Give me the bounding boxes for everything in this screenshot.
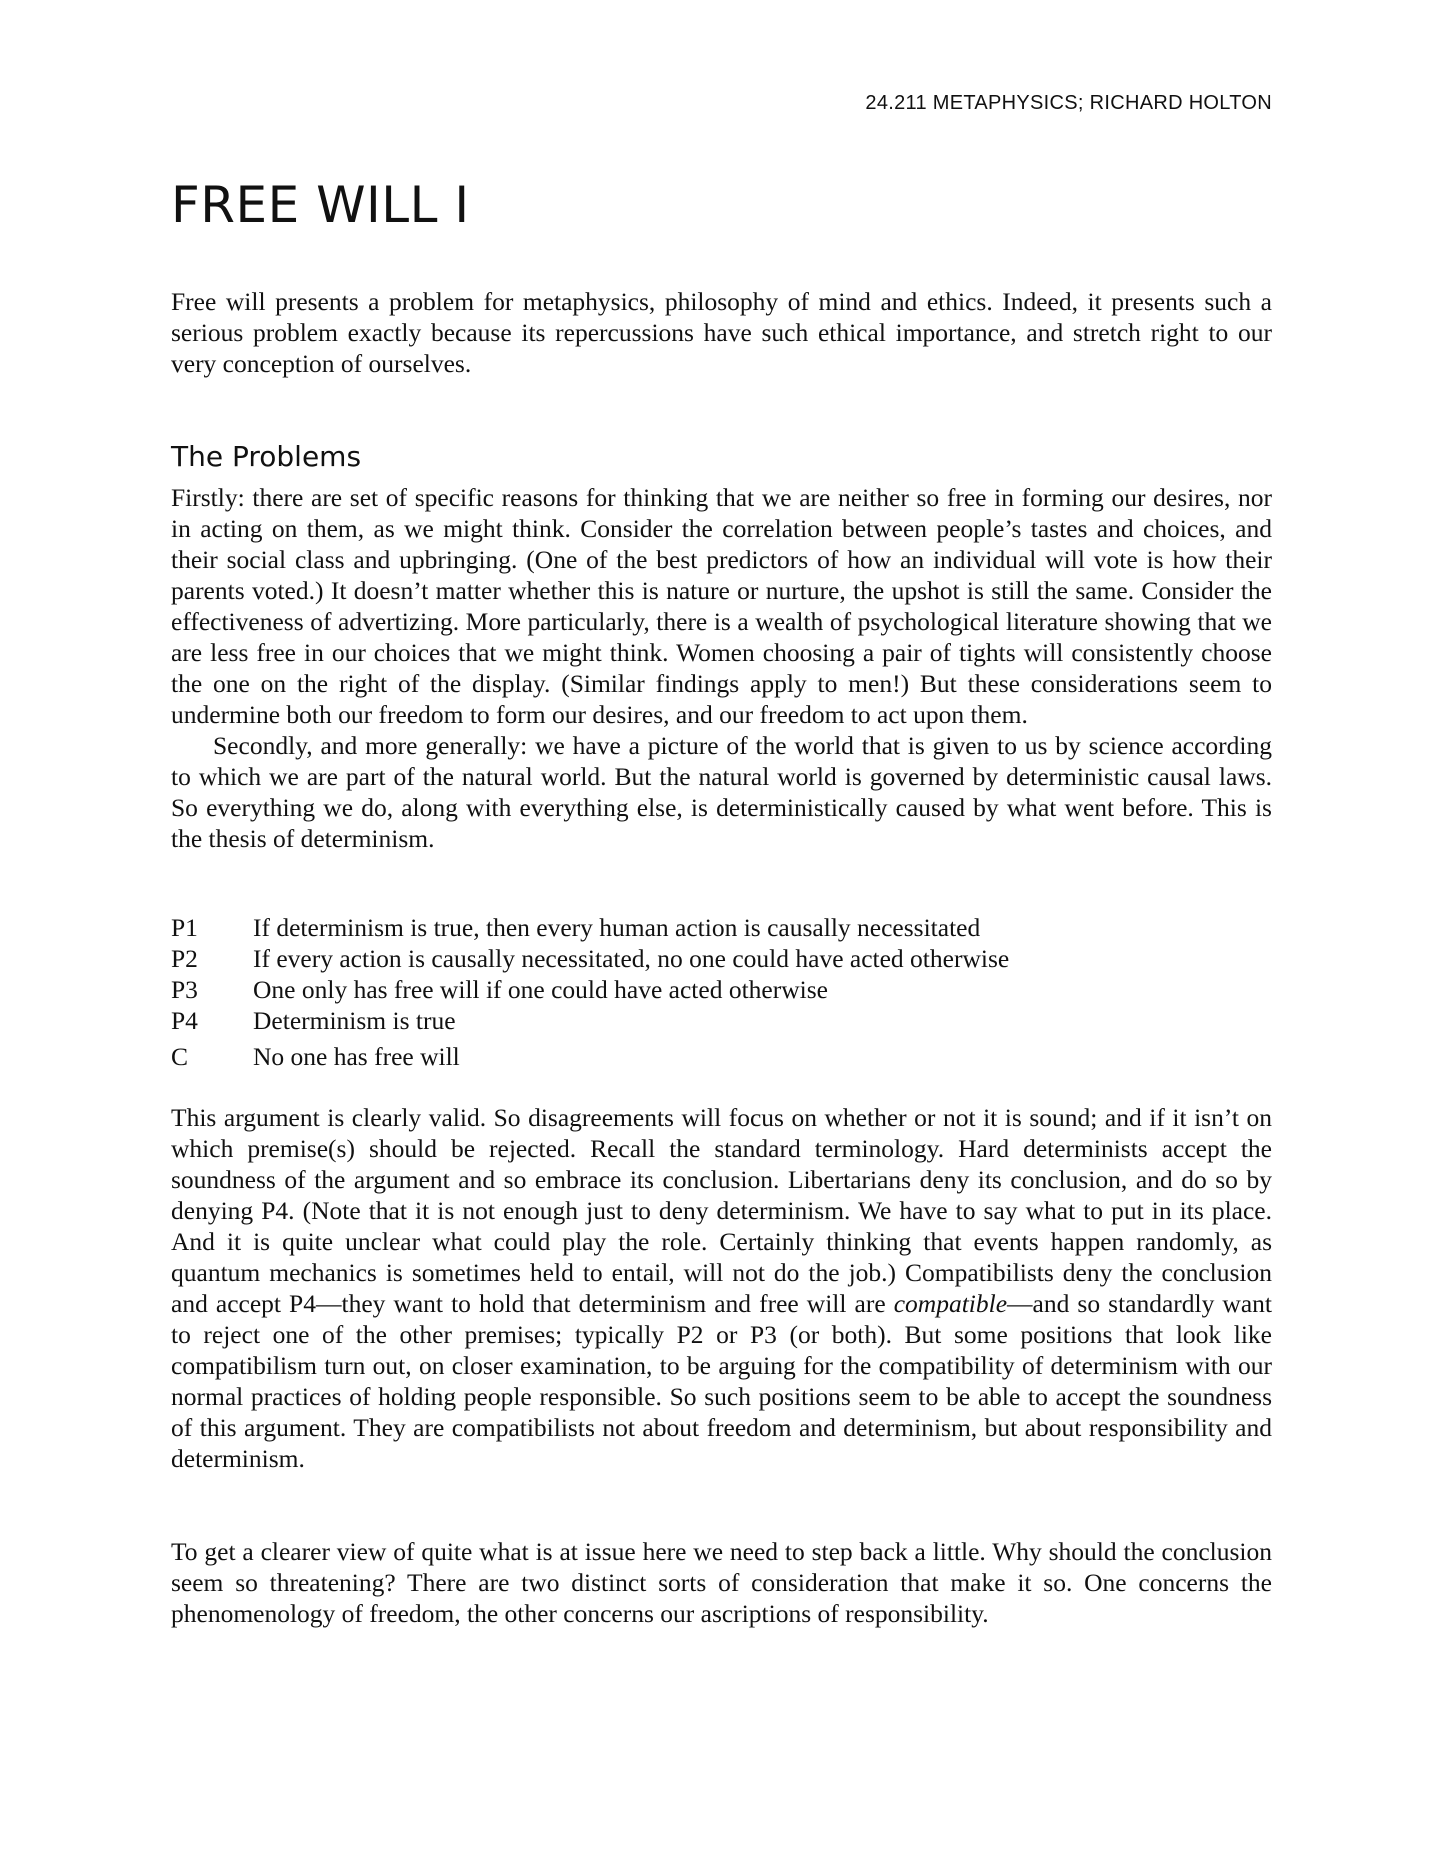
closing-paragraph: To get a clearer view of quite what is at issue here we need to step back a little. Why should the conclusion seem so threatening? There are two distinct sorts of consideration that make it so. One concerns the phenomenology of freedom, the other concerns our ascriptions of responsibility.: [171, 1537, 1272, 1628]
problems-section: [171, 482, 1272, 854]
running-head: 24.211 METAPHYSICS; RICHARD HOLTON: [865, 92, 1272, 114]
conclusion-text: No one has free will: [253, 1042, 460, 1071]
discussion-text-after: —and so standardly want to reject one of the other premises; typically P2 or P3 (or both). But some positions that look like compatibilism turn out, on closer examination, to be arguing for the compatibility of determinism with our normal practices of holding people responsible. So such positions seem to be able to accept the soundness of this argument. They are compatibilists not about freedom and determinism, but about responsibility and determinism.: [171, 1289, 1273, 1473]
argument-premise: [171, 1005, 1272, 1036]
argument-premise: [171, 974, 1272, 1005]
argument-premise: [171, 912, 1272, 943]
intro-text: Free will presents a problem for metaphysics, philosophy of mind and ethics. Indeed, it presents such a serious problem exactly because its repercussions have such ethical importance, and stretch right to our very conception of ourselves.: [171, 287, 1272, 378]
premise-text: If every action is causally necessitated, no one could have acted otherwise: [253, 944, 1010, 973]
premise-label: P4: [171, 1006, 198, 1035]
problems-paragraph-2: Secondly, and more generally: we have a picture of the world that is given to us by science according to which we are part of the natural world. But the natural world is governed by deterministic causal laws. So everything we do, along with everything else, is deterministically caused by what went before. This is the thesis of determinism.: [171, 731, 1272, 853]
premise-label: P3: [171, 975, 198, 1004]
premise-text: Determinism is true: [253, 1006, 456, 1035]
problems-paragraph-1: Firstly: there are set of specific reasons for thinking that we are neither so free in forming our desires, nor in acting on them, as we might think. Consider the correlation between people’s tastes and choices, and their social class and upbringing. (One of the best predictors of how an individual will vote is how their parents voted.) It doesn’t matter whether this is nature or nurture, the upshot is still the same. Consider the effectiveness of advertizing. More particularly, there is a wealth of psychological literature showing that we are less free in our choices that we might think. Women choosing a pair of tights will consistently choose the one on the right of the display. (Similar findings apply to men!) But these considerations seem to undermine both our freedom to form our desires, and our freedom to act upon them.: [171, 483, 1272, 729]
conclusion-label: C: [171, 1042, 189, 1071]
argument-list: [171, 912, 1272, 1072]
intro-paragraph: [171, 286, 1272, 379]
argument-discussion: [171, 1102, 1272, 1474]
discussion-text-before: This argument is clearly valid. So disagreements will focus on whether or not it is sound; and if it isn’t on which premise(s) should be rejected. Recall the standard terminology. Hard determinists accept the soundness of the argument and so embrace its conclusion. Libertarians deny its conclusion, and do so by denying P4. (Note that it is not enough just to deny determinism. We have to say what to put in its place. And it is quite unclear what could play the role. Certainly thinking that events happen randomly, as quantum mechanics is sometimes held to entail, will not do the job.) Compatibilists deny the conclusion and accept P4—they want to hold that determinism and free will are: [171, 1103, 1272, 1318]
closing-section: [171, 1536, 1272, 1629]
argument-conclusion: [171, 1041, 1272, 1072]
premise-text: If determinism is true, then every human action is causally necessitated: [253, 913, 981, 942]
argument-premise: [171, 943, 1272, 974]
premise-label: P1: [171, 913, 198, 942]
document-title: FREE WILL I: [171, 176, 470, 234]
premise-label: P2: [171, 944, 198, 973]
premise-text: One only has free will if one could have acted otherwise: [253, 975, 828, 1004]
argument-discussion-paragraph: [171, 1102, 1272, 1474]
section-heading: The Problems: [171, 440, 362, 473]
emphasis-compatible: compatible: [893, 1289, 1008, 1318]
